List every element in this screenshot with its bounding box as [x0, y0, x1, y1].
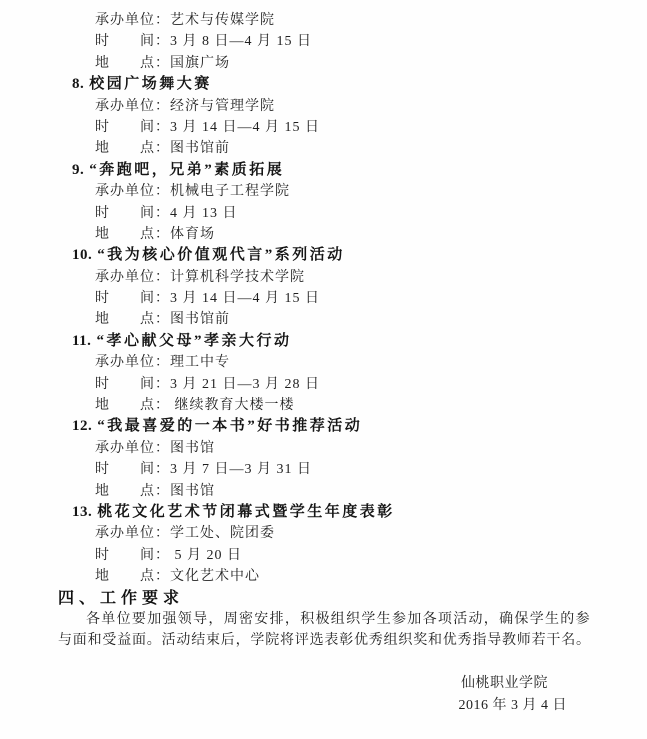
detail-label: 地 点： [95, 141, 170, 157]
detail-line [0, 438, 647, 459]
detail-label: 地 点： [95, 226, 170, 242]
detail-line [0, 374, 647, 395]
detail-value: 3 月 7 日—3 月 31 日 [170, 462, 312, 478]
item-number: 11. [72, 332, 92, 349]
detail-label: 地 点： [95, 55, 170, 71]
detail-line [0, 459, 647, 480]
detail-value: 图书馆 [170, 440, 215, 456]
item-title: “我最喜爱的一本书”好书推荐活动 [97, 418, 363, 435]
detail-value: 文化艺术中心 [170, 569, 260, 585]
item-heading [0, 74, 647, 95]
item-heading [0, 160, 647, 181]
detail-value: 学工处、院团委 [170, 526, 275, 542]
detail-value: 机械电子工程学院 [170, 184, 290, 200]
item-number: 13. [72, 503, 93, 520]
item-heading [0, 245, 647, 266]
item-title: 校园广场舞大赛 [89, 76, 212, 93]
detail-value: 艺术与传媒学院 [170, 13, 275, 28]
detail-line [0, 224, 647, 245]
paragraph-line: 与面和受益面。活动结束后，学院将评选表彰优秀组织奖和优秀指导教师若干名。 [58, 633, 591, 649]
detail-line [0, 288, 647, 309]
detail-line [0, 31, 647, 52]
detail-label: 时 间： [95, 462, 170, 478]
detail-label: 时 间： [95, 34, 170, 50]
detail-value: 3 月 8 日—4 月 15 日 [170, 34, 312, 50]
detail-value: 图书馆前 [170, 141, 230, 157]
item-number: 9. [72, 161, 85, 178]
detail-value: 经济与管理学院 [170, 98, 275, 114]
detail-value: 继续教育大楼一楼 [170, 398, 295, 414]
detail-line [0, 117, 647, 138]
detail-value: 图书馆前 [170, 312, 230, 328]
detail-line [0, 96, 647, 117]
detail-value: 3 月 21 日—3 月 28 日 [170, 376, 320, 392]
detail-label: 时 间： [95, 376, 170, 392]
detail-line [0, 566, 647, 587]
detail-value: 国旗广场 [170, 55, 230, 71]
detail-line [0, 523, 647, 544]
detail-label: 承办单位： [95, 98, 170, 114]
blank-line [0, 652, 647, 673]
detail-label: 地 点： [95, 483, 170, 499]
signature-org: 仙桃职业学院 [461, 676, 548, 692]
detail-value: 3 月 14 日—4 月 15 日 [170, 291, 320, 307]
detail-label: 地 点： [95, 569, 170, 585]
detail-line [0, 352, 647, 373]
item-title: “孝心献父母”孝亲大行动 [96, 332, 292, 349]
detail-label: 时 间： [95, 119, 170, 135]
detail-value: 3 月 14 日—4 月 15 日 [170, 119, 320, 135]
item-number: 12. [72, 418, 93, 435]
paragraph-line: 各单位要加强领导，周密安排，积极组织学生参加各项活动，确保学生的参 [86, 611, 591, 627]
detail-value: 4 月 13 日 [170, 205, 238, 221]
item-number: 8. [72, 76, 85, 93]
signature-date: 2016 年 3 月 4 日 [458, 697, 567, 713]
section-heading: 四、工作要求 [58, 589, 185, 607]
detail-label: 承办单位： [95, 184, 170, 200]
detail-line [0, 53, 647, 74]
detail-label: 时 间： [95, 291, 170, 307]
item-heading [0, 502, 647, 523]
detail-label: 承办单位： [95, 355, 170, 371]
detail-value: 体育场 [170, 226, 215, 242]
detail-label: 承办单位： [95, 440, 170, 456]
detail-line [0, 138, 647, 159]
detail-line [0, 181, 647, 202]
detail-value: 计算机科学技术学院 [170, 269, 305, 285]
detail-label: 时 间： [95, 547, 170, 563]
item-number: 10. [72, 247, 93, 264]
item-title: “奔跑吧，兄弟”素质拓展 [89, 161, 285, 178]
detail-value: 理工中专 [170, 355, 230, 371]
detail-line [0, 267, 647, 288]
item-heading [0, 331, 647, 352]
detail-value: 5 月 20 日 [170, 547, 242, 563]
detail-label: 承办单位： [95, 526, 170, 542]
detail-line [0, 545, 647, 566]
item-title: 桃花文化艺术节闭幕式暨学生年度表彰 [97, 503, 395, 520]
detail-label: 地 点： [95, 398, 170, 414]
detail-label: 承办单位： [95, 13, 170, 28]
detail-value: 图书馆 [170, 483, 215, 499]
detail-line [0, 203, 647, 224]
detail-line [0, 10, 647, 31]
detail-line [0, 481, 647, 502]
detail-label: 时 间： [95, 205, 170, 221]
item-title: “我为核心价值观代言”系列活动 [97, 247, 345, 264]
item-heading [0, 416, 647, 437]
detail-label: 地 点： [95, 312, 170, 328]
detail-line [0, 309, 647, 330]
detail-label: 承办单位： [95, 269, 170, 285]
detail-line [0, 395, 647, 416]
